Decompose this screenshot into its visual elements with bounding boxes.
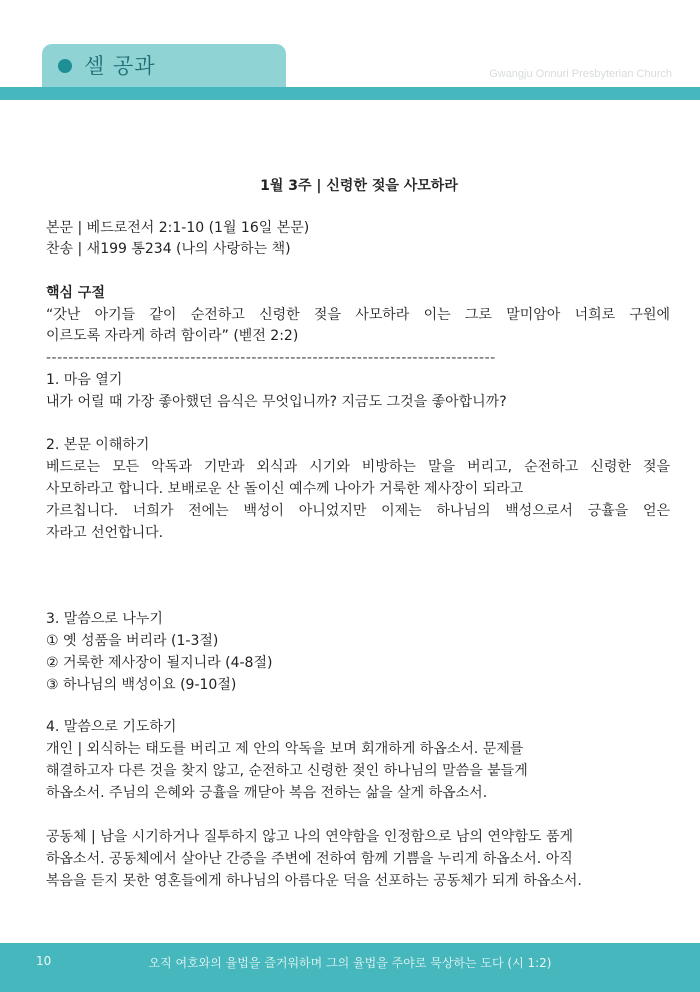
body-line: 사모하라고 합니다. 보배로운 산 돌이신 예수께 나아가 거룩한 제사장이 되라고 <box>46 481 524 497</box>
key-verse-heading: 핵심 구절 <box>46 285 105 301</box>
list-item: ① 옛 성품을 버리라 (1-3절) <box>46 633 219 649</box>
body-line: 해결하고자 다른 것을 찾지 않고, 순전하고 신령한 젖인 하나님의 말씀을 붙들게 <box>46 763 528 779</box>
church-name: Gwangju Onnuri Presbyterian Church <box>489 68 672 80</box>
body-line: 내가 어릴 때 가장 좋아했던 음식은 무엇입니까? 지금도 그것을 좋아합니까? <box>46 394 507 410</box>
body-line: 자라고 선언합니다. <box>46 525 164 541</box>
list-item: ② 거룩한 제사장이 될지니라 (4-8절) <box>46 655 273 671</box>
body-line: 하옵소서. 공동체에서 살아난 간증을 주변에 전하여 함께 기쁨을 누리게 하옵소서. 아직 <box>46 851 573 867</box>
text-reference: 본문 | 베드로전서 2:1-10 (1월 16일 본문) <box>46 220 310 236</box>
section-title: 셀 공과 <box>84 54 156 78</box>
hymn-reference: 찬송 | 새199 통234 (나의 사랑하는 책) <box>46 241 291 257</box>
header-tab <box>42 44 286 87</box>
footer-verse: 오직 여호와의 율법을 즐거워하며 그의 율법을 주야로 묵상하는 도다 (시 1:2) <box>148 956 552 970</box>
body-line: 베드로는 모든 악독과 기만과 외식과 시기와 비방하는 말을 버리고, 순전하고 신령한 젖을 <box>46 459 670 475</box>
divider: --------------------------------------------------------------------------------- <box>46 350 496 366</box>
section-heading: 1. 마음 열기 <box>46 372 123 388</box>
key-verse-line: “갓난 아기들 같이 순전하고 신령한 젖을 사모하라 이는 그로 말미암아 너희로 구원에 <box>46 307 670 323</box>
body-line: 하옵소서. 주님의 은혜와 긍휼을 깨닫아 복음 전하는 삶을 살게 하옵소서. <box>46 785 488 801</box>
body-line: 공동체 | 남을 시기하거나 질투하지 않고 나의 연약함을 인정함으로 남의 연약함도 품게 <box>46 829 574 845</box>
body-line: 가르칩니다. 너희가 전에는 백성이 아니었지만 이제는 하나님의 백성으로서 긍휼을 얻은 <box>46 503 670 519</box>
key-verse-line: 이르도록 자라게 하려 함이라” (벧전 2:2) <box>46 328 299 344</box>
header-band <box>0 87 700 100</box>
bullet-dot-icon <box>58 59 72 73</box>
section-heading: 2. 본문 이해하기 <box>46 437 150 453</box>
footer-band <box>0 943 700 992</box>
body-line: 복음을 듣지 못한 영혼들에게 하나님의 아름다운 덕을 선포하는 공동체가 되게 하옵소서. <box>46 873 582 889</box>
section-heading: 4. 말씀으로 기도하기 <box>46 719 177 735</box>
section-heading: 3. 말씀으로 나누기 <box>46 611 163 627</box>
page-number: 10 <box>36 954 52 968</box>
body-line: 개인 | 외식하는 태도를 버리고 제 안의 악독을 보며 회개하게 하옵소서. 문제를 <box>46 741 524 757</box>
lesson-title: 1월 3주 | 신령한 젖을 사모하라 <box>260 178 458 194</box>
list-item: ③ 하나님의 백성이요 (9-10절) <box>46 677 237 693</box>
